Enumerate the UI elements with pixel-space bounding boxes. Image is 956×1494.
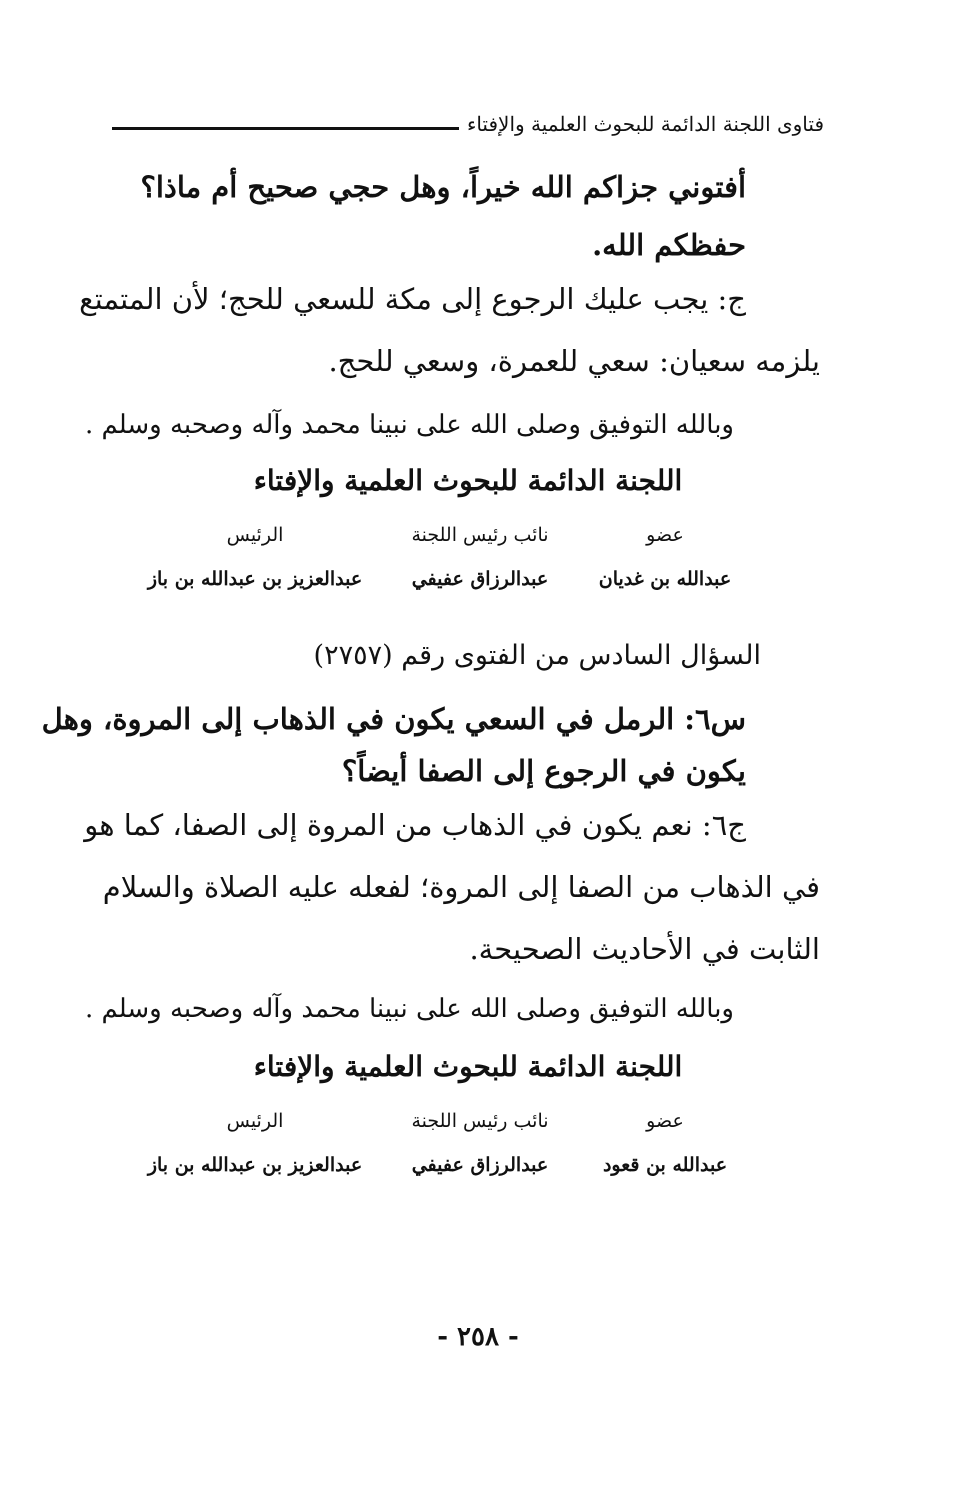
question-line-2: حفظكم الله. xyxy=(592,228,746,262)
signature-titles xyxy=(140,524,740,546)
question-line-1: أفتوني جزاكم الله خيراً، وهل حجي صحيح أم ماذا؟ xyxy=(140,170,746,204)
answer-line-1: ج٦: نعم يكون في الذهاب من المروة إلى الصفا، كما هو xyxy=(84,808,746,842)
signature-titles xyxy=(140,1110,740,1132)
signature-title-chairman: الرئيس xyxy=(226,524,284,546)
signature-title-chairman: الرئيس xyxy=(226,1110,284,1132)
question-line-2: يكون في الرجوع إلى الصفا أيضاً؟ xyxy=(341,754,746,788)
answer-line-2: يلزمه سعيان: سعي للعمرة، وسعي للحج. xyxy=(328,344,820,378)
committee-name: اللجنة الدائمة للبحوث العلمية والإفتاء xyxy=(253,464,683,497)
closing-line: وبالله التوفيق وصلى الله على نبينا محمد وآله وصحبه وسلم . xyxy=(84,410,734,440)
answer-line-2: في الذهاب من الصفا إلى المروة؛ لفعله عليه الصلاة والسلام xyxy=(102,870,820,904)
header-rule xyxy=(112,127,459,130)
signature-title-deputy: نائب رئيس اللجنة xyxy=(411,524,549,546)
signature-names xyxy=(140,1154,740,1176)
signature-name-chairman: عبدالعزيز بن عبدالله بن باز xyxy=(147,568,363,590)
signature-name-member: عبدالله بن قعود xyxy=(602,1154,728,1176)
fatwa-heading: السؤال السادس من الفتوى رقم (٢٧٥٧) xyxy=(313,640,761,671)
signature-title-member: عضو xyxy=(646,524,684,546)
question-line-1: س٦: الرمل في السعي يكون في الذهاب إلى المروة، وهل xyxy=(41,702,746,736)
page-number: - ٢٥٨ - xyxy=(437,1322,519,1352)
signature-name-member: عبدالله بن غديان xyxy=(598,568,732,590)
closing-line: وبالله التوفيق وصلى الله على نبينا محمد وآله وصحبه وسلم . xyxy=(84,994,734,1024)
answer-line-1: ج: يجب عليك الرجوع إلى مكة للسعي للحج؛ لأن المتمتع xyxy=(79,282,746,316)
signature-name-deputy: عبدالرزاق عفيفي xyxy=(411,568,549,590)
signature-name-deputy: عبدالرزاق عفيفي xyxy=(411,1154,549,1176)
signature-title-member: عضو xyxy=(646,1110,684,1132)
committee-name: اللجنة الدائمة للبحوث العلمية والإفتاء xyxy=(253,1050,683,1083)
answer-line-3: الثابت في الأحاديث الصحيحة. xyxy=(469,932,820,966)
signature-names xyxy=(140,568,740,590)
header-title: فتاوى اللجنة الدائمة للبحوث العلمية والإفتاء xyxy=(466,112,824,136)
signature-title-deputy: نائب رئيس اللجنة xyxy=(411,1110,549,1132)
running-header xyxy=(112,104,824,138)
signature-name-chairman: عبدالعزيز بن عبدالله بن باز xyxy=(147,1154,363,1176)
